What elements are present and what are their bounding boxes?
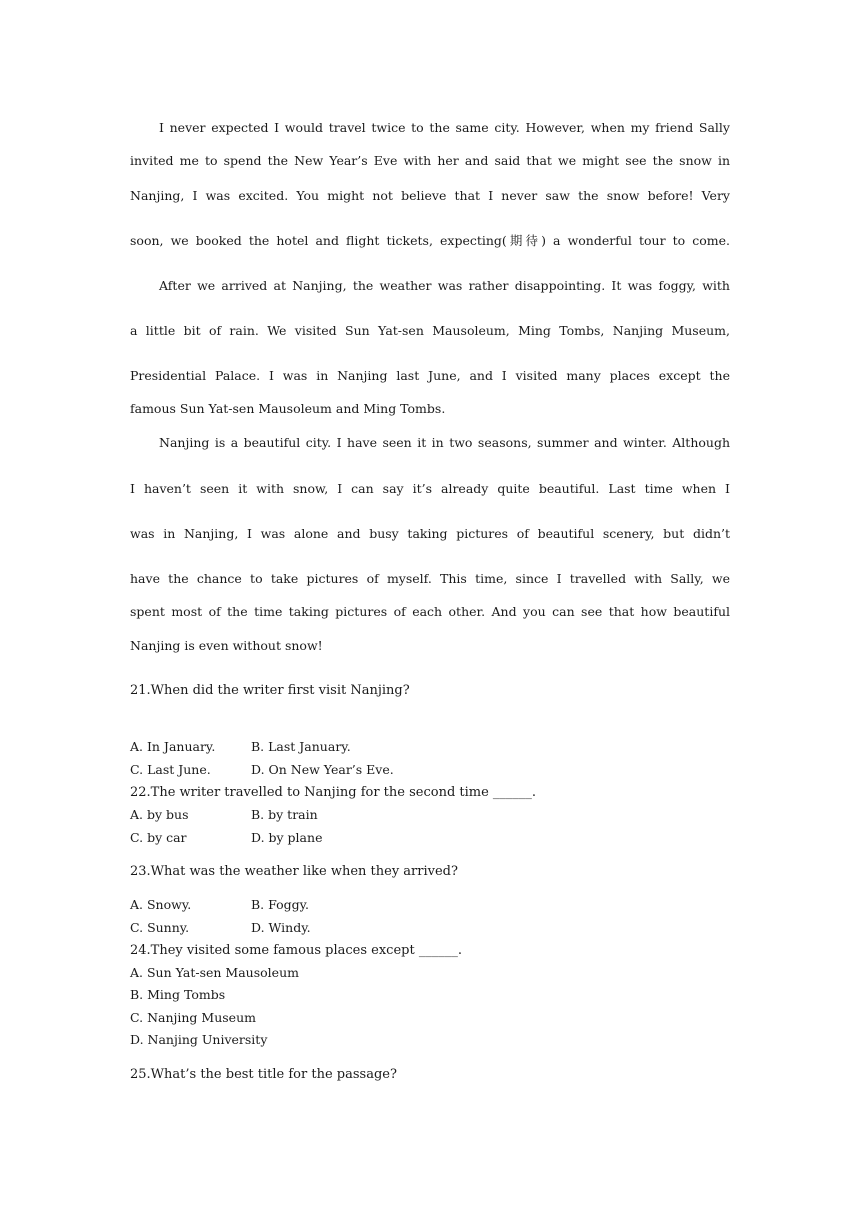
passage-line: Presidential Palace. I was in Nanjing last June, and I visited many places except the xyxy=(130,368,730,383)
passage-line: Nanjing is even without snow! xyxy=(130,638,323,653)
passage-line: Nanjing is a beautiful city. I have seen it in two seasons, summer and winter. Although xyxy=(159,435,730,450)
answer-option: B. Foggy. xyxy=(251,897,310,912)
answer-option: D. Nanjing University xyxy=(130,1032,268,1047)
question-stem: 24.They visited some famous places except ______. xyxy=(130,943,462,958)
passage-line: soon, we booked the hotel and flight tickets, expecting(期待) a wonderful tour to come. xyxy=(130,233,730,248)
answer-option: A. In January. xyxy=(130,739,216,754)
passage-line: I never expected I would travel twice to the same city. However, when my friend Sally xyxy=(159,120,730,135)
answer-option: B. by train xyxy=(251,807,318,822)
passage-line: have the chance to take pictures of myself. This time, since I travelled with Sally, we xyxy=(130,571,730,586)
answer-option: C. Nanjing Museum xyxy=(130,1010,256,1025)
answer-option: C. by car xyxy=(130,830,187,845)
passage-line: was in Nanjing, I was alone and busy taking pictures of beautiful scenery, but didn’t xyxy=(130,526,730,541)
question-stem: 21.When did the writer first visit Nanjing? xyxy=(130,683,410,698)
answer-option: C. Sunny. xyxy=(130,920,190,935)
passage-line: a little bit of rain. We visited Sun Yat-sen Mausoleum, Ming Tombs, Nanjing Museum, xyxy=(130,323,730,338)
question-stem: 25.What’s the best title for the passage? xyxy=(130,1067,397,1082)
answer-option: B. Last January. xyxy=(251,739,351,754)
answer-option: B. Ming Tombs xyxy=(130,987,226,1002)
answer-option: D. Windy. xyxy=(251,920,311,935)
passage-line: Nanjing, I was excited. You might not believe that I never saw the snow before! Very xyxy=(130,188,730,203)
answer-option: D. On New Year’s Eve. xyxy=(251,762,394,777)
passage-line: invited me to spend the New Year’s Eve with her and said that we might see the snow in xyxy=(130,153,730,168)
answer-option: A. Snowy. xyxy=(130,897,192,912)
answer-option: D. by plane xyxy=(251,830,323,845)
answer-option: C. Last June. xyxy=(130,762,211,777)
answer-option: A. Sun Yat-sen Mausoleum xyxy=(130,965,299,980)
passage-line: I haven’t seen it with snow, I can say it’s already quite beautiful. Last time when I xyxy=(130,481,730,496)
passage-line: spent most of the time taking pictures of each other. And you can see that how beautiful xyxy=(130,604,730,619)
passage-line: famous Sun Yat-sen Mausoleum and Ming Tombs. xyxy=(130,401,446,416)
answer-option: A. by bus xyxy=(130,807,189,822)
question-stem: 22.The writer travelled to Nanjing for the second time ______. xyxy=(130,785,537,800)
passage-line: After we arrived at Nanjing, the weather was rather disappointing. It was foggy, with xyxy=(159,278,730,293)
question-stem: 23.What was the weather like when they arrived? xyxy=(130,864,458,879)
